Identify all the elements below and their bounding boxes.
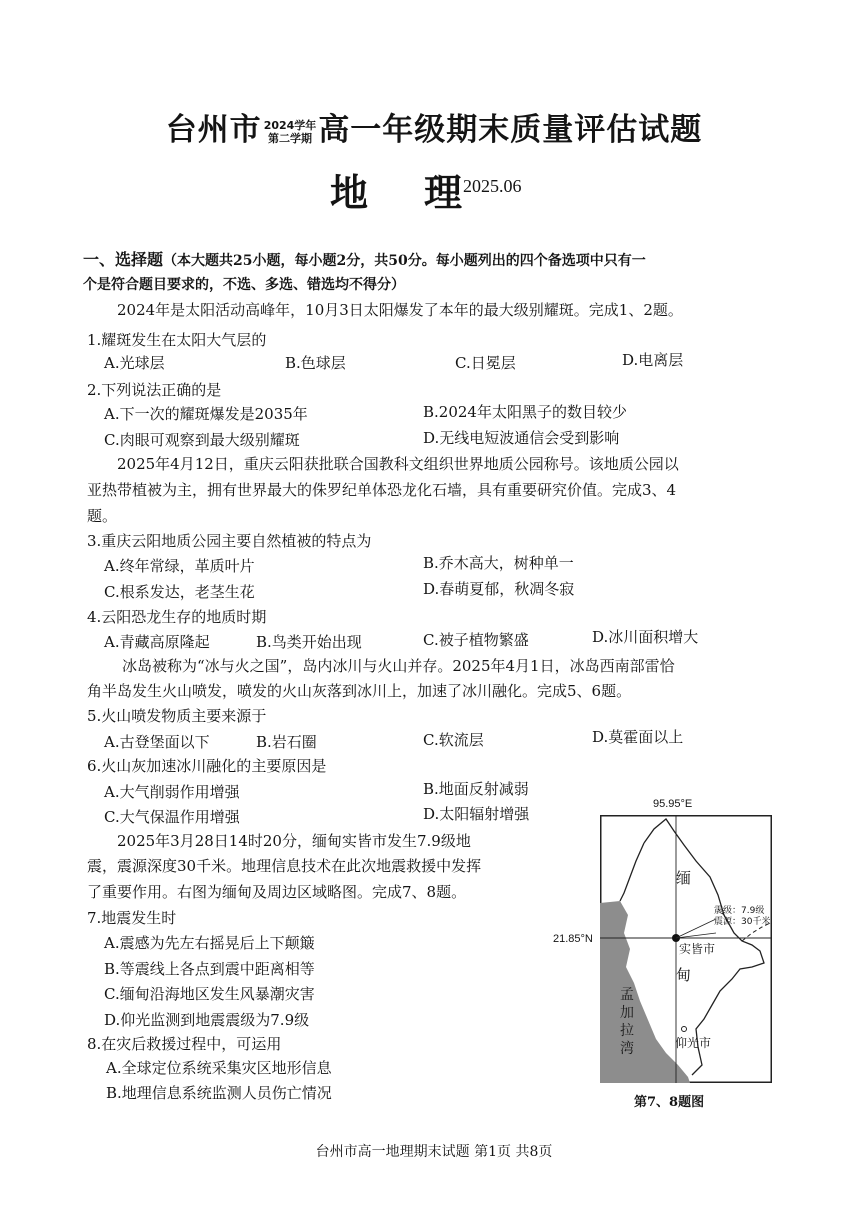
- q1-option-a[interactable]: A.光球层: [104, 354, 165, 372]
- exam-date: 2025.06: [463, 176, 522, 196]
- q6-option-d[interactable]: D.太阳辐射增强: [423, 805, 530, 823]
- q6-option-c[interactable]: C.大气保温作用增强: [104, 808, 240, 826]
- q7-stem: 7.地震发生时: [87, 909, 177, 927]
- passage-2-line-3: 题。: [87, 507, 118, 525]
- q2-option-a[interactable]: A.下一次的耀斑爆发是2035年: [104, 405, 308, 423]
- map-longitude-label: 95.95°E: [653, 798, 693, 810]
- bay-of-bengal-area: [600, 901, 690, 1083]
- map-latitude-label: 21.85°N: [553, 933, 593, 945]
- yangon-dot: [682, 1027, 687, 1032]
- title-year: 2024学年: [263, 118, 317, 132]
- q6-option-b[interactable]: B.地面反射减弱: [423, 780, 529, 798]
- q1-stem: 1.耀斑发生在太阳大气层的: [87, 331, 267, 349]
- passage-4-line-1: 2025年3月28日14时20分，缅甸实皆市发生7.9级地: [117, 832, 471, 850]
- q2-option-d[interactable]: D.无线电短波通信会受到影响: [423, 429, 620, 447]
- q5-option-b[interactable]: B.岩石圈: [256, 733, 317, 751]
- exam-title: [0, 104, 868, 149]
- map-quake-magnitude: 震级：7.9级: [714, 906, 765, 916]
- q3-option-c[interactable]: C.根系发达，老茎生花: [104, 583, 255, 601]
- map-city-sagaing: 实皆市: [679, 942, 716, 956]
- passage-2-line-2: 亚热带植被为主，拥有世界最大的侏罗纪单体恐龙化石墙，具有重要研究价值。完成3、4: [87, 481, 677, 499]
- q6-stem: 6.火山灰加速冰川融化的主要原因是: [87, 757, 327, 775]
- q5-option-d[interactable]: D.莫霍面以上: [592, 728, 684, 746]
- passage-4-line-3: 了重要作用。右图为缅甸及周边区域略图。完成7、8题。: [87, 883, 467, 901]
- q5-option-a[interactable]: A.古登堡面以下: [104, 733, 210, 751]
- passage-1: 2024年是太阳活动高峰年，10月3日太阳爆发了本年的最大级别耀斑。完成1、2题。: [117, 301, 683, 319]
- q7-option-d[interactable]: D.仰光监测到地震震级为7.9级: [104, 1011, 310, 1029]
- passage-3-line-1: 冰岛被称为“冰与火之国”，岛内冰川与火山并存。2025年4月1日，冰岛西南部雷恰: [122, 657, 675, 675]
- map-city-yangon: 仰光市: [675, 1036, 712, 1050]
- map-quake-info: [714, 906, 770, 928]
- map-bay-label: [620, 986, 636, 1058]
- q4-stem: 4.云阳恐龙生存的地质时期: [87, 608, 267, 626]
- q2-option-c[interactable]: C.肉眼可观察到最大级别耀斑: [104, 431, 300, 449]
- q4-option-a[interactable]: A.青藏高原隆起: [104, 633, 210, 651]
- subject-char-1: 地: [330, 171, 369, 215]
- map-bay-char-2: 加: [620, 1005, 634, 1021]
- q3-option-b[interactable]: B.乔木高大，树种单一: [423, 554, 574, 572]
- section-heading: [83, 250, 646, 271]
- subject-char-2: 理: [424, 171, 463, 215]
- title-main: 高一年级期末质量评估试题: [318, 112, 703, 148]
- q5-stem: 5.火山喷发物质主要来源于: [87, 707, 267, 725]
- page-footer: 台州市高一地理期末试题 第1页 共8页: [315, 1144, 553, 1160]
- q1-option-d[interactable]: D.电离层: [622, 351, 684, 369]
- q1-option-b[interactable]: B.色球层: [285, 354, 346, 372]
- section-instructions-2: 个是符合题目要求的，不选、多选、错选均不得分）: [83, 277, 405, 293]
- q7-option-b[interactable]: B.等震线上各点到震中距离相等: [104, 960, 315, 978]
- q7-option-c[interactable]: C.缅甸沿海地区发生风暴潮灾害: [104, 985, 315, 1003]
- q4-option-c[interactable]: C.被子植物繁盛: [423, 631, 529, 649]
- title-term-stack: [264, 119, 317, 145]
- map-bay-char-1: 孟: [620, 987, 634, 1003]
- q1-option-c[interactable]: C.日冕层: [455, 354, 516, 372]
- q3-option-d[interactable]: D.春萌夏郁，秋凋冬寂: [423, 580, 575, 598]
- q4-option-d[interactable]: D.冰川面积增大: [592, 628, 699, 646]
- q2-stem: 2.下列说法正确的是: [87, 381, 222, 399]
- map-bay-char-4: 湾: [620, 1041, 634, 1057]
- title-city: 台州市: [165, 112, 262, 148]
- section-heading-label: 一、选择题: [83, 250, 164, 269]
- q3-option-a[interactable]: A.终年常绿，革质叶片: [104, 557, 255, 575]
- passage-3-line-2: 角半岛发生火山喷发，喷发的火山灰落到冰川上，加速了冰川融化。完成5、6题。: [87, 682, 632, 700]
- section-instructions-1: （本大题共25小题，每小题2分，共50分。每小题列出的四个备选项中只有一: [163, 253, 646, 269]
- q8-option-a[interactable]: A.全球定位系统采集灾区地形信息: [106, 1059, 332, 1077]
- map-country-char-1: 缅: [676, 869, 692, 887]
- q5-option-c[interactable]: C.软流层: [423, 731, 484, 749]
- q4-option-b[interactable]: B.鸟类开始出现: [256, 633, 362, 651]
- q8-stem: 8.在灾后救援过程中，可运用: [87, 1035, 282, 1053]
- passage-2-line-1: 2025年4月12日，重庆云阳获批联合国教科文组织世界地质公园称号。该地质公园以: [117, 455, 679, 473]
- map-quake-depth: 震源：30千米: [714, 917, 771, 927]
- q6-option-a[interactable]: A.大气削弱作用增强: [104, 783, 240, 801]
- q7-option-a[interactable]: A.震感为先左右摇晃后上下颠簸: [104, 934, 315, 952]
- q2-option-b[interactable]: B.2024年太阳黑子的数目较少: [423, 403, 627, 421]
- myanmar-border-north: [620, 843, 644, 901]
- map-caption: 第7、8题图: [634, 1095, 705, 1110]
- map-bay-char-3: 拉: [620, 1023, 634, 1039]
- q8-option-b[interactable]: B.地理信息系统监测人员伤亡情况: [106, 1084, 332, 1102]
- passage-4-line-2: 震，震源深度30千米。地理信息技术在此次地震救援中发挥: [87, 857, 482, 875]
- subject-title: [330, 162, 462, 217]
- map-country-char-2: 甸: [676, 966, 692, 984]
- q3-stem: 3.重庆云阳地质公园主要自然植被的特点为: [87, 532, 372, 550]
- title-term: 第二学期: [268, 131, 312, 145]
